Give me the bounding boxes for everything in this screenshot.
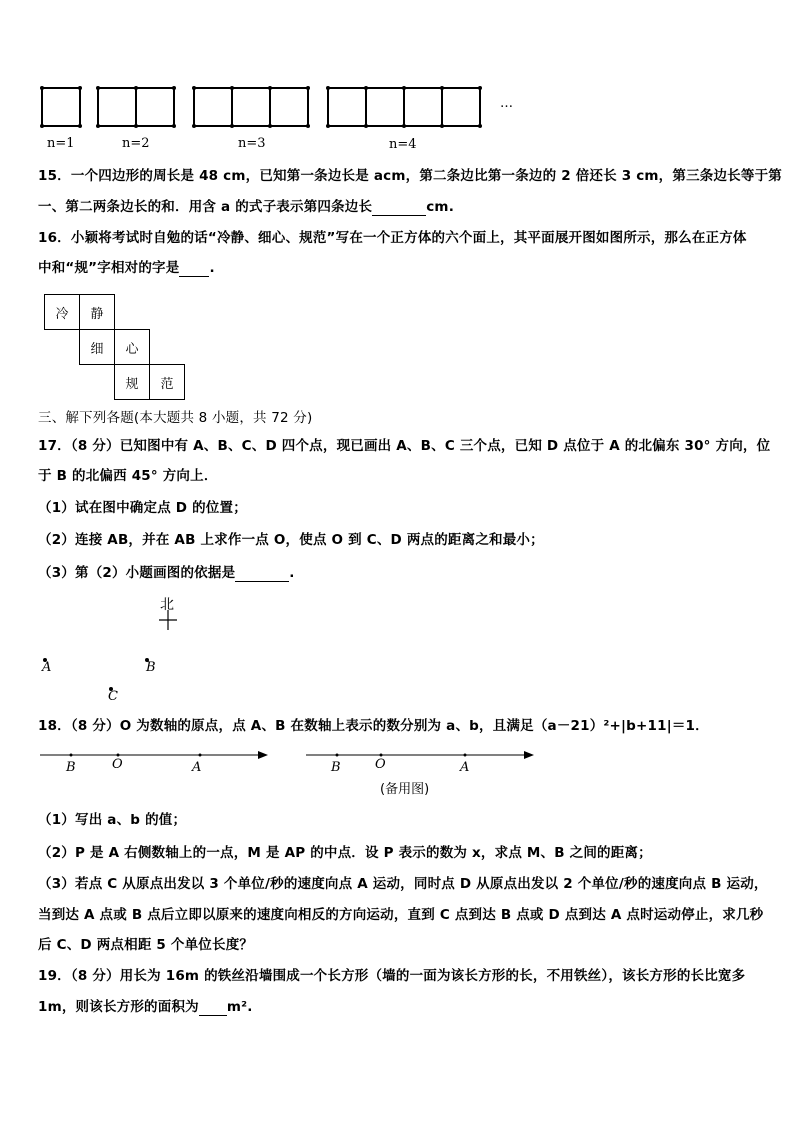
question-17-part2: （2）连接 AB，并在 AB 上求作一点 O，使点 O 到 C、D 两点的距离之和最小； — [38, 532, 544, 548]
square-n1 — [42, 88, 80, 126]
label-n4: n=4 — [389, 137, 417, 152]
question-17-part3 — [38, 565, 756, 582]
label-n1: n=1 — [47, 136, 75, 151]
point-B-label: B — [146, 660, 156, 675]
q15-text: 一、第二两条边长的和．用含 a 的式子表示第四条边长 — [38, 199, 373, 215]
north-label: 北 — [160, 597, 174, 613]
answer-blank[interactable] — [199, 999, 227, 1016]
axis1-A: A — [192, 760, 202, 775]
question-15-line2 — [38, 199, 756, 216]
q17-period: . — [289, 565, 295, 581]
net-cell: 静 — [80, 295, 115, 330]
question-18-line1: 18．（8 分）O 为数轴的原点，点 A、B 在数轴上表示的数分别为 a、b，且满足（a－21）²+|b+11|＝1． — [38, 718, 709, 734]
question-16-line1: 16．小颖将考试时自勉的话“冷静、细心、规范”写在一个正方体的六个面上，其平面展开图如图所示，那么在正方体 — [38, 230, 747, 246]
label-n2: n=2 — [122, 136, 150, 151]
axis1-O: O — [112, 757, 123, 772]
question-17-part1: （1）试在图中确定点 D 的位置； — [38, 500, 247, 516]
axis2-O: O — [375, 757, 386, 772]
question-17-line1: 17．（8 分）已知图中有 A、B、C、D 四个点，现已画出 A、B、C 三个点，已知 D 点位于 A 的北偏东 30° 方向，位 — [38, 438, 771, 454]
answer-blank[interactable] — [235, 565, 289, 582]
label-n3: n=3 — [238, 136, 266, 151]
q19-unit: m². — [226, 999, 253, 1015]
section-3-heading: 三、解下列各题(本大题共 8 小题，共 72 分) — [38, 410, 313, 426]
points-figure — [40, 655, 160, 705]
square-n3 — [194, 88, 308, 126]
question-19-line1: 19．（8 分）用长为 16m 的铁丝沿墙围成一个长方形（墙的一面为该长方形的长，不用铁丝），该长方形的长比宽多 — [38, 968, 746, 984]
matchstick-squares-figure — [30, 80, 530, 136]
q19-text: 1m，则该长方形的面积为 — [38, 999, 199, 1015]
answer-blank[interactable] — [179, 260, 209, 277]
net-cell: 细 — [80, 330, 115, 365]
question-18-part1: （1）写出 a、b 的值； — [38, 812, 187, 828]
q15-unit: cm. — [426, 199, 455, 215]
axis2-A: A — [460, 760, 470, 775]
north-cross-icon — [156, 610, 180, 634]
net-cell: 规 — [115, 365, 150, 400]
backup-figure-caption: (备用图) — [380, 782, 430, 797]
answer-blank[interactable] — [372, 199, 426, 216]
question-19-line2 — [38, 999, 756, 1016]
q17-p3-text: （3）第（2）小题画图的依据是 — [38, 565, 236, 581]
net-cell: 冷 — [45, 295, 80, 330]
q16-text: 中和“规”字相对的字是 — [38, 260, 180, 276]
question-18-part3-line1: （3）若点 C 从原点出发以 3 个单位/秒的速度向点 A 运动，同时点 D 从原点出发以 2 个单位/秒的速度向点 B 运动， — [38, 876, 768, 892]
point-C-label: C — [108, 689, 118, 704]
axis1-B: B — [66, 760, 76, 775]
net-cell: 范 — [150, 365, 185, 400]
question-18-part3-line2: 当到达 A 点或 B 点后立即以原来的速度向相反的方向运动，直到 C 点到达 B 点或 D 点到达 A 点时运动停止，求几秒 — [38, 907, 764, 923]
cube-net — [44, 294, 185, 400]
question-16-line2 — [38, 260, 756, 277]
question-15-line1: 15．一个四边形的周长是 48 cm，已知第一条边长是 acm，第二条边比第一条边的 2 倍还长 3 cm，第三条边长等于第 — [38, 168, 782, 184]
point-A-label: A — [42, 660, 52, 675]
ellipsis: … — [500, 96, 513, 111]
question-18-part2: （2）P 是 A 右侧数轴上的一点，M 是 AP 的中点．设 P 表示的数为 x，求点 M、B 之间的距离； — [38, 845, 652, 861]
q16-period: . — [209, 260, 215, 276]
question-18-part3-line3: 后 C、D 两点相距 5 个单位长度？ — [38, 937, 254, 953]
net-cell: 心 — [115, 330, 150, 365]
question-17-line2: 于 B 的北偏西 45° 方向上． — [38, 468, 218, 484]
axis2-B: B — [331, 760, 341, 775]
